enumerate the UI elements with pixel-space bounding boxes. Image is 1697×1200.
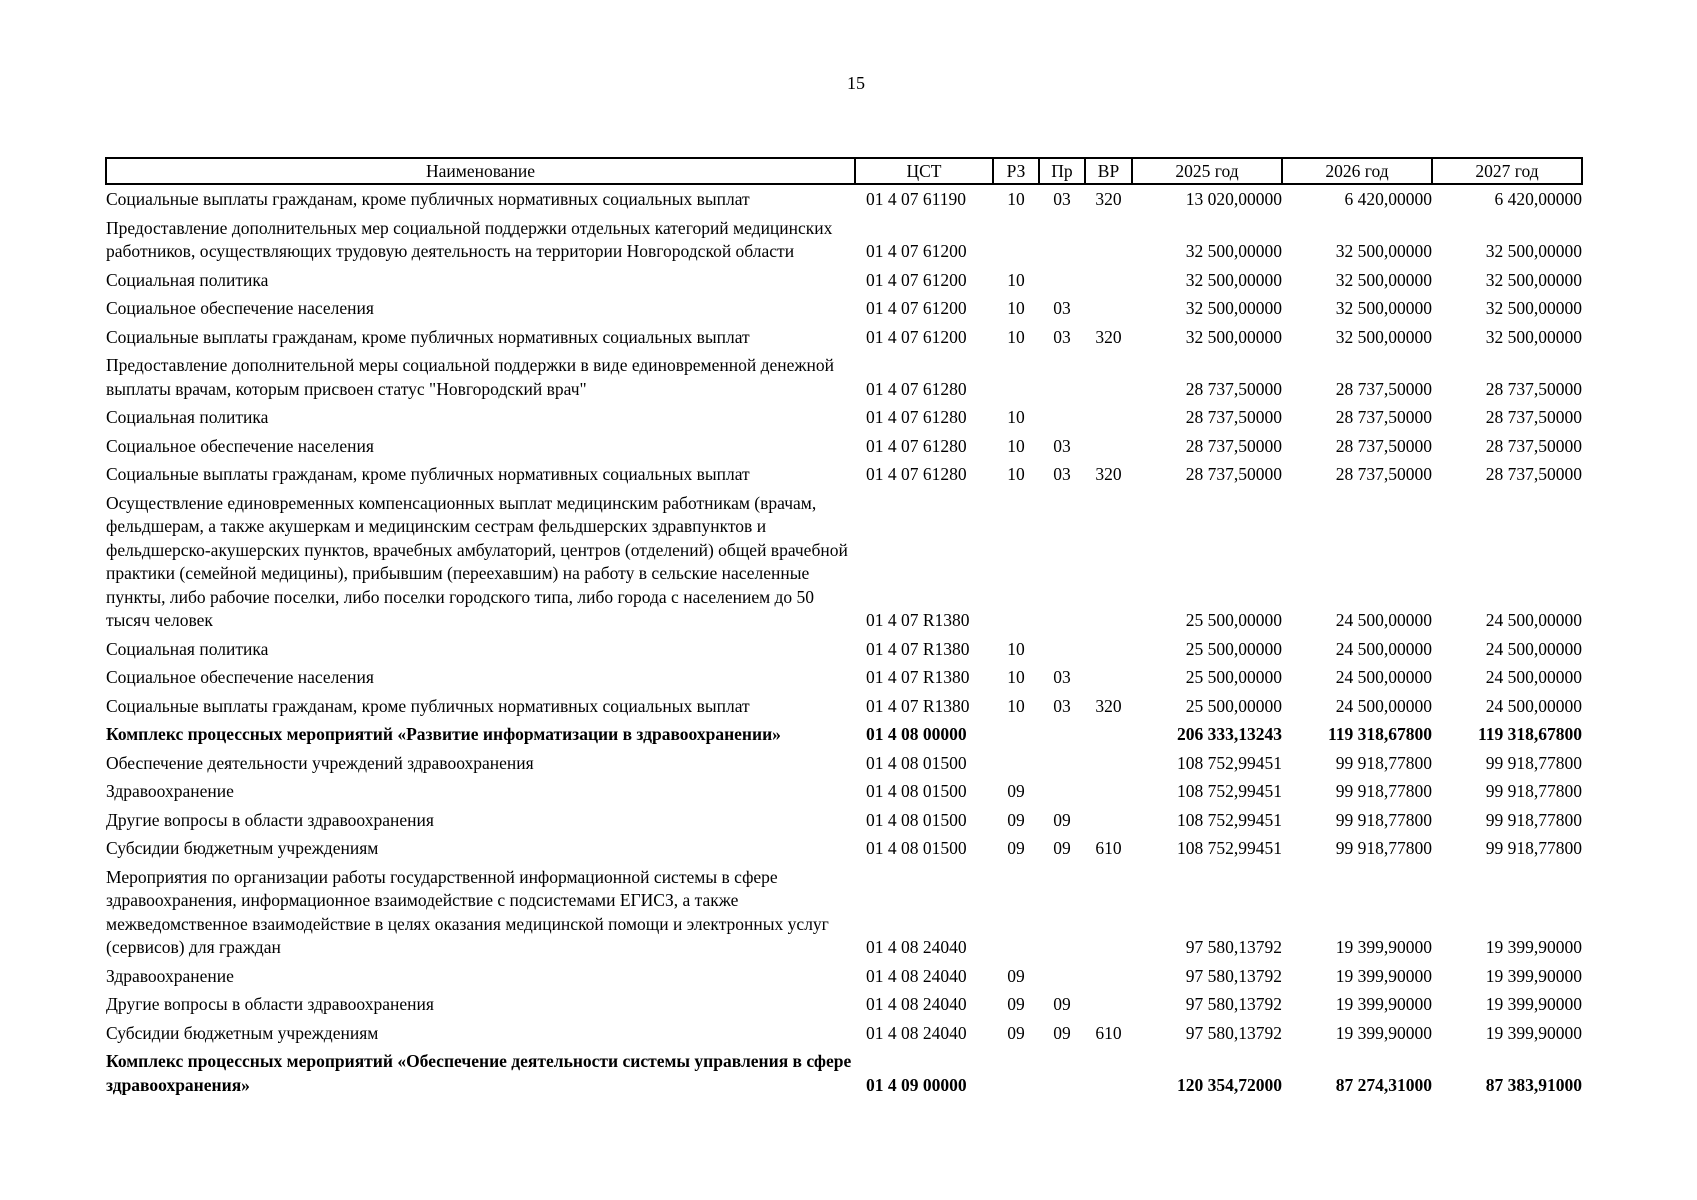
row-pr — [1039, 752, 1085, 781]
row-name: Другие вопросы в области здравоохранения — [106, 809, 434, 830]
table-row — [106, 1022, 1582, 1051]
row-amount-2026: 28 737,50000 — [1335, 378, 1432, 399]
row-pr: 03 — [1053, 435, 1071, 456]
row-pr: 03 — [1053, 695, 1071, 716]
row-cst: 01 4 07 R1380 — [866, 695, 970, 716]
table-row — [106, 723, 1582, 752]
row-pr — [1039, 406, 1085, 435]
row-rz — [993, 866, 1039, 965]
row-vr: 320 — [1095, 464, 1122, 484]
row-rz — [993, 354, 1039, 406]
row-vr — [1085, 666, 1132, 695]
row-cst: 01 4 08 01500 — [866, 809, 967, 830]
row-name: Здравоохранение — [106, 781, 234, 801]
row-vr — [1085, 1050, 1132, 1102]
row-amount-2025: 13 020,00000 — [1185, 189, 1282, 209]
table-header — [106, 158, 1582, 184]
row-amount-2025: 32 500,00000 — [1185, 298, 1282, 318]
row-amount-2026: 24 500,00000 — [1335, 667, 1432, 687]
row-vr — [1085, 269, 1132, 298]
row-amount-2025: 97 580,13792 — [1185, 965, 1282, 986]
row-amount-2027: 32 500,00000 — [1485, 298, 1582, 318]
table-row — [106, 269, 1582, 298]
row-name: Социальные выплаты гражданам, кроме публичных нормативных социальных выплат — [106, 189, 750, 209]
row-rz — [993, 723, 1039, 752]
row-amount-2025: 108 752,99451 — [1177, 838, 1282, 858]
table-row — [106, 752, 1582, 781]
row-vr — [1085, 217, 1132, 269]
row-name: Социальные выплаты гражданам, кроме публичных нормативных социальных выплат — [106, 464, 750, 484]
row-cst: 01 4 08 24040 — [866, 937, 967, 957]
row-amount-2026: 19 399,90000 — [1335, 994, 1432, 1014]
row-amount-2025: 32 500,00000 — [1185, 269, 1282, 290]
row-vr — [1085, 723, 1132, 752]
row-vr — [1085, 866, 1132, 965]
table-row — [106, 666, 1582, 695]
table-row — [106, 695, 1582, 724]
row-cst: 01 4 07 R1380 — [866, 667, 970, 687]
row-amount-2026: 24 500,00000 — [1335, 610, 1432, 630]
header-2026: 2026 год — [1282, 158, 1432, 184]
row-amount-2027: 32 500,00000 — [1485, 326, 1582, 347]
row-amount-2027: 6 420,00000 — [1494, 189, 1582, 209]
table-row — [106, 780, 1582, 809]
row-pr: 03 — [1053, 298, 1071, 318]
row-amount-2027: 99 918,77800 — [1485, 838, 1582, 858]
row-rz: 10 — [1007, 298, 1025, 318]
row-rz: 10 — [1007, 464, 1025, 484]
row-name: Социальное обеспечение населения — [106, 435, 374, 456]
row-rz — [993, 1050, 1039, 1102]
row-pr — [1039, 866, 1085, 965]
row-vr — [1085, 752, 1132, 781]
row-amount-2025: 25 500,00000 — [1185, 667, 1282, 687]
row-amount-2026: 119 318,67800 — [1327, 724, 1432, 744]
row-pr — [1039, 217, 1085, 269]
row-amount-2027: 28 737,50000 — [1485, 435, 1582, 456]
header-2025: 2025 год — [1132, 158, 1282, 184]
row-amount-2027: 99 918,77800 — [1485, 809, 1582, 830]
table-row — [106, 184, 1582, 217]
row-rz: 10 — [1007, 326, 1025, 347]
row-rz: 10 — [1007, 695, 1025, 716]
row-amount-2026: 6 420,00000 — [1344, 189, 1432, 209]
row-cst: 01 4 07 61200 — [866, 326, 967, 347]
row-rz: 09 — [1007, 994, 1025, 1014]
row-name: Социальные выплаты гражданам, кроме публичных нормативных социальных выплат — [106, 326, 750, 347]
row-amount-2025: 108 752,99451 — [1177, 809, 1282, 830]
table-row — [106, 837, 1582, 866]
row-vr: 320 — [1095, 326, 1122, 347]
row-vr — [1085, 993, 1132, 1022]
budget-table — [105, 157, 1583, 1102]
row-cst: 01 4 07 61280 — [866, 407, 967, 427]
row-name: Субсидии бюджетным учреждениям — [106, 1022, 379, 1043]
row-amount-2027: 119 318,67800 — [1477, 724, 1582, 744]
row-amount-2026: 24 500,00000 — [1335, 695, 1432, 716]
table-body — [106, 184, 1582, 1102]
row-amount-2026: 32 500,00000 — [1335, 326, 1432, 347]
row-pr: 03 — [1053, 667, 1071, 687]
row-vr: 610 — [1095, 1022, 1122, 1043]
table-row — [106, 965, 1582, 994]
row-cst: 01 4 08 01500 — [866, 838, 967, 858]
row-rz: 10 — [1007, 269, 1025, 290]
row-amount-2027: 19 399,90000 — [1485, 965, 1582, 986]
row-rz: 09 — [1007, 1022, 1025, 1043]
table-row — [106, 866, 1582, 965]
row-amount-2026: 99 918,77800 — [1335, 809, 1432, 830]
row-amount-2027: 19 399,90000 — [1485, 937, 1582, 957]
row-vr — [1085, 354, 1132, 406]
header-cst: ЦСТ — [855, 158, 993, 184]
row-amount-2026: 99 918,77800 — [1335, 838, 1432, 858]
row-amount-2026: 28 737,50000 — [1335, 464, 1432, 484]
row-amount-2025: 32 500,00000 — [1185, 326, 1282, 347]
row-amount-2026: 32 500,00000 — [1335, 298, 1432, 318]
row-name: Субсидии бюджетным учреждениям — [106, 838, 379, 858]
row-cst: 01 4 07 61280 — [866, 435, 967, 456]
table-row — [106, 1050, 1582, 1102]
row-pr: 03 — [1053, 464, 1071, 484]
row-vr: 320 — [1095, 695, 1122, 716]
row-pr — [1039, 965, 1085, 994]
row-amount-2025: 97 580,13792 — [1185, 994, 1282, 1014]
header-rz: РЗ — [993, 158, 1039, 184]
row-amount-2027: 32 500,00000 — [1485, 269, 1582, 290]
row-pr: 09 — [1053, 809, 1071, 830]
row-name: Предоставление дополнительной меры социальной поддержки в виде единовременной денежной выплаты врачам, которым присвоен статус "Новгородский врач" — [106, 355, 834, 399]
row-rz: 09 — [1007, 809, 1025, 830]
row-rz — [993, 492, 1039, 638]
row-vr — [1085, 965, 1132, 994]
row-amount-2025: 108 752,99451 — [1177, 752, 1282, 773]
table-row — [106, 492, 1582, 638]
row-amount-2027: 28 737,50000 — [1485, 407, 1582, 427]
row-amount-2025: 28 737,50000 — [1185, 407, 1282, 427]
row-name: Предоставление дополнительных мер социальной поддержки отдельных категорий медицинских работников, осуществляющих трудовую деятельность на территории Новгородской области — [106, 217, 833, 261]
row-name: Социальное обеспечение населения — [106, 667, 374, 687]
row-cst: 01 4 07 61280 — [866, 378, 967, 399]
row-name: Обеспечение деятельности учреждений здравоохранения — [106, 752, 534, 773]
row-amount-2025: 97 580,13792 — [1185, 1022, 1282, 1043]
row-amount-2027: 24 500,00000 — [1485, 695, 1582, 716]
row-pr — [1039, 269, 1085, 298]
row-cst: 01 4 07 R1380 — [866, 638, 970, 659]
row-name: Социальная политика — [106, 269, 269, 290]
row-vr — [1085, 638, 1132, 667]
row-cst: 01 4 07 61200 — [866, 241, 967, 261]
table-row — [106, 217, 1582, 269]
row-amount-2027: 32 500,00000 — [1485, 241, 1582, 261]
row-amount-2025: 25 500,00000 — [1185, 610, 1282, 630]
row-amount-2026: 19 399,90000 — [1335, 937, 1432, 957]
row-amount-2027: 87 383,91000 — [1485, 1074, 1582, 1095]
row-amount-2025: 28 737,50000 — [1185, 464, 1282, 484]
row-amount-2027: 24 500,00000 — [1485, 667, 1582, 687]
table-row — [106, 354, 1582, 406]
row-cst: 01 4 07 61200 — [866, 298, 967, 318]
row-amount-2027: 24 500,00000 — [1485, 610, 1582, 630]
row-pr — [1039, 780, 1085, 809]
row-cst: 01 4 08 24040 — [866, 965, 967, 986]
row-pr: 09 — [1053, 994, 1071, 1014]
header-name: Наименование — [106, 158, 855, 184]
row-amount-2026: 99 918,77800 — [1335, 781, 1432, 801]
row-amount-2025: 108 752,99451 — [1177, 781, 1282, 801]
table-row — [106, 638, 1582, 667]
row-amount-2025: 120 354,72000 — [1177, 1074, 1282, 1095]
row-amount-2025: 25 500,00000 — [1185, 638, 1282, 659]
row-name: Здравоохранение — [106, 965, 234, 986]
row-vr: 610 — [1095, 838, 1122, 858]
row-cst: 01 4 08 00000 — [866, 724, 967, 744]
row-amount-2026: 24 500,00000 — [1335, 638, 1432, 659]
row-rz — [993, 752, 1039, 781]
row-amount-2026: 32 500,00000 — [1335, 241, 1432, 261]
row-vr: 320 — [1095, 189, 1122, 209]
row-amount-2025: 32 500,00000 — [1185, 241, 1282, 261]
row-cst: 01 4 08 01500 — [866, 781, 967, 801]
row-amount-2026: 28 737,50000 — [1335, 407, 1432, 427]
row-pr — [1039, 1050, 1085, 1102]
row-amount-2027: 99 918,77800 — [1485, 752, 1582, 773]
row-amount-2025: 25 500,00000 — [1185, 695, 1282, 716]
row-vr — [1085, 492, 1132, 638]
row-amount-2026: 87 274,31000 — [1335, 1074, 1432, 1095]
row-pr: 09 — [1053, 1022, 1071, 1043]
row-amount-2027: 28 737,50000 — [1485, 464, 1582, 484]
row-amount-2025: 28 737,50000 — [1185, 378, 1282, 399]
row-amount-2027: 24 500,00000 — [1485, 638, 1582, 659]
row-pr — [1039, 638, 1085, 667]
table-row — [106, 297, 1582, 326]
row-pr — [1039, 354, 1085, 406]
row-amount-2026: 19 399,90000 — [1335, 965, 1432, 986]
header-vr: ВР — [1085, 158, 1132, 184]
row-name: Социальные выплаты гражданам, кроме публичных нормативных социальных выплат — [106, 695, 750, 716]
row-rz: 10 — [1007, 407, 1025, 427]
row-name: Другие вопросы в области здравоохранения — [106, 994, 434, 1014]
row-amount-2025: 28 737,50000 — [1185, 435, 1282, 456]
row-vr — [1085, 297, 1132, 326]
row-cst: 01 4 07 61190 — [866, 189, 966, 209]
row-rz: 10 — [1007, 638, 1025, 659]
row-vr — [1085, 809, 1132, 838]
row-vr — [1085, 435, 1132, 464]
header-2027: 2027 год — [1432, 158, 1582, 184]
row-name: Социальная политика — [106, 407, 269, 427]
row-rz: 09 — [1007, 838, 1025, 858]
row-cst: 01 4 08 24040 — [866, 1022, 967, 1043]
row-pr: 03 — [1053, 189, 1071, 209]
row-rz: 09 — [1007, 781, 1025, 801]
row-amount-2027: 19 399,90000 — [1485, 1022, 1582, 1043]
table-row — [106, 463, 1582, 492]
row-name: Комплекс процессных мероприятий «Обеспечение деятельности системы управления в сфере здравоохранения» — [106, 1051, 852, 1095]
row-name: Социальное обеспечение населения — [106, 298, 374, 318]
row-amount-2026: 28 737,50000 — [1335, 435, 1432, 456]
row-rz: 10 — [1007, 435, 1025, 456]
row-name: Осуществление единовременных компенсационных выплат медицинским работникам (врачам, фельдшерам, а также акушеркам и медицинским сестрам фельдшерских здравпунктов и фельдшерско-акушерских пунктов, врачебных амбулаторий, центров (отделений) общей врачебной практики (семейной медицины), прибывшим (переехавшим) на работу в сельские населенные пункты, либо рабочие поселки, либо поселки городского типа, либо города с населением до 50 тысяч человек — [106, 492, 848, 630]
row-amount-2026: 19 399,90000 — [1335, 1022, 1432, 1043]
row-cst: 01 4 07 R1380 — [866, 610, 970, 630]
row-rz — [993, 217, 1039, 269]
row-amount-2025: 206 333,13243 — [1177, 724, 1282, 744]
row-vr — [1085, 780, 1132, 809]
row-amount-2025: 97 580,13792 — [1185, 937, 1282, 957]
row-cst: 01 4 07 61200 — [866, 269, 967, 290]
row-name: Мероприятия по организации работы государственной информационной системы в сфере здравоохранения, информационное взаимодействие с подсистемами ЕГИСЗ, а также межведомственное взаимодействие в целях оказания медицинской помощи и электронных услуг (сервисов) для граждан — [106, 866, 829, 957]
row-rz: 09 — [1007, 965, 1025, 986]
row-rz: 10 — [1007, 667, 1025, 687]
row-amount-2027: 99 918,77800 — [1485, 781, 1582, 801]
table-row — [106, 406, 1582, 435]
row-pr: 09 — [1053, 838, 1071, 858]
row-pr — [1039, 723, 1085, 752]
row-vr — [1085, 406, 1132, 435]
header-pr: Пр — [1039, 158, 1085, 184]
table-row — [106, 993, 1582, 1022]
row-amount-2027: 19 399,90000 — [1485, 994, 1582, 1014]
row-rz: 10 — [1007, 189, 1025, 209]
table-row — [106, 809, 1582, 838]
row-cst: 01 4 08 24040 — [866, 994, 967, 1014]
row-pr: 03 — [1053, 326, 1071, 347]
row-pr — [1039, 492, 1085, 638]
row-name: Комплекс процессных мероприятий «Развитие информатизации в здравоохранении» — [106, 724, 781, 744]
row-cst: 01 4 08 01500 — [866, 752, 967, 773]
row-cst: 01 4 07 61280 — [866, 464, 967, 484]
row-name: Социальная политика — [106, 638, 269, 659]
table-row — [106, 326, 1582, 355]
page-number: 15 — [847, 73, 865, 93]
row-cst: 01 4 09 00000 — [866, 1074, 967, 1095]
row-amount-2026: 99 918,77800 — [1335, 752, 1432, 773]
row-amount-2027: 28 737,50000 — [1485, 378, 1582, 399]
table-row — [106, 435, 1582, 464]
row-amount-2026: 32 500,00000 — [1335, 269, 1432, 290]
